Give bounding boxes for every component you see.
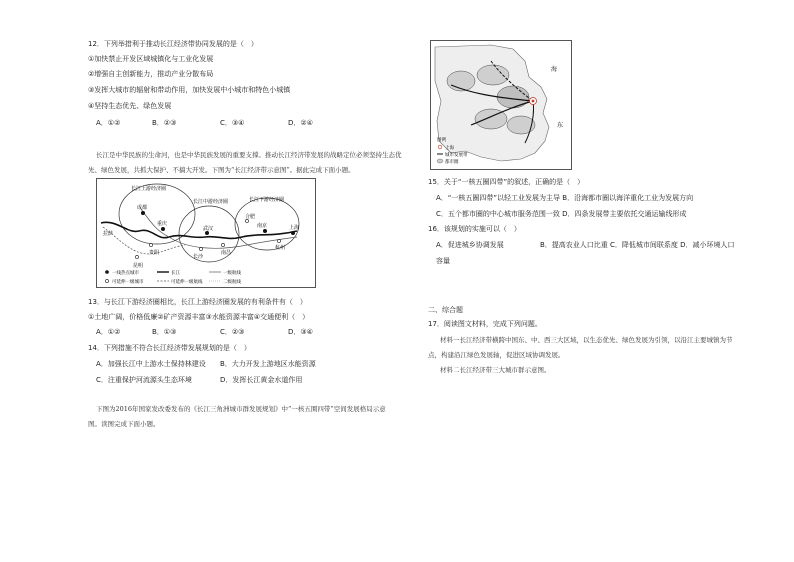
metro-circle bbox=[477, 65, 509, 85]
legend-item: 上海 bbox=[445, 146, 454, 151]
q13-option-c[interactable]: C．②③ bbox=[220, 328, 245, 336]
yangtze-belt-map bbox=[96, 178, 316, 288]
legend-item: 长江 bbox=[171, 271, 180, 276]
q14-stem: 14．下列措施不符合长江经济带发展规划的是（ ） bbox=[88, 344, 251, 352]
q17-material1-line-2: 点，构建沿江绿色发展轴，促进区域协调发展。 bbox=[428, 351, 565, 359]
q17-stem: 17．阅读图文材料，完成下列问题。 bbox=[428, 320, 542, 328]
legend-symbol bbox=[105, 270, 109, 274]
city-dot bbox=[277, 239, 280, 242]
q14-option-a[interactable]: A．加强长江中上游水土保持林建设 bbox=[96, 360, 206, 368]
yangtze-river bbox=[101, 222, 300, 238]
city-label-hangzhou: 杭州 bbox=[275, 245, 286, 251]
sea-label: 海 bbox=[551, 66, 558, 73]
q16-option-d-continued: 容量 bbox=[436, 257, 450, 265]
city-dot bbox=[161, 227, 165, 231]
legend-item: 城市发展带 bbox=[445, 153, 468, 158]
q13-items: ①土地广阔，价格低廉②矿产资源丰富③水能资源丰富④交通便利（ ） bbox=[88, 313, 310, 321]
legend-item: 二级航线 bbox=[223, 280, 241, 285]
legend-item: 都市圈 bbox=[445, 160, 459, 165]
q14-option-d[interactable]: D．发挥长江黄金水道作用 bbox=[220, 376, 303, 384]
legend-item: 一级航线 bbox=[223, 271, 241, 276]
q12-stem: 12．下列举措利于推动长江经济带协同发展的是（ ） bbox=[88, 40, 258, 48]
q16-stem: 16．该规划的实施可以（ ） bbox=[428, 225, 521, 233]
city-label-lasa: 拉萨 bbox=[103, 231, 114, 237]
q14-option-c[interactable]: C．注重保护河流源头生态环境 bbox=[96, 376, 192, 384]
q14-option-b[interactable]: B．大力开发上游地区水能资源 bbox=[220, 360, 316, 368]
middle-circle-label: 长江中游经济圈 bbox=[193, 199, 229, 205]
legend-symbol bbox=[105, 279, 108, 282]
city-label-chengdu: 成都 bbox=[137, 205, 148, 211]
city-label-kunming: 昆明 bbox=[133, 263, 144, 269]
passage1-line-2: 先、绿色发展，共抓大保护、不搞大开发。下图为“长江经济带示意图”。据此完成下面小题。 bbox=[88, 166, 355, 174]
q12-item-2: ②增强自主创新能力，推动产业分散布局 bbox=[88, 70, 214, 78]
q12-item-1: ①加快禁止开发区域城镇化与工业化发展 bbox=[88, 55, 214, 63]
city-label-shanghai: 上海 bbox=[289, 225, 300, 231]
city-label-changsha: 长沙 bbox=[193, 254, 204, 260]
upper-circle-label: 长江上游经济圈 bbox=[131, 186, 167, 192]
q13-option-a[interactable]: A．①② bbox=[96, 328, 121, 336]
q12-option-b[interactable]: B．②③ bbox=[152, 119, 177, 127]
q12-option-d[interactable]: D．②④ bbox=[288, 119, 313, 127]
legend-symbol bbox=[438, 145, 442, 149]
q12-option-c[interactable]: C．③④ bbox=[220, 119, 245, 127]
shanghai-core bbox=[532, 100, 535, 103]
q16-option-a[interactable]: A．促进城乡协调发展 bbox=[436, 241, 504, 249]
city-label-wuhan: 武汉 bbox=[203, 226, 214, 232]
lower-circle-label: 长江下游经济圈 bbox=[249, 197, 285, 203]
legend-title: 图例 bbox=[437, 138, 446, 143]
q16-options-bcd[interactable]: B．提高农业人口比重 C．降低城市间联系度 D．减小环境人口 bbox=[540, 241, 735, 249]
q13-stem: 13．与长江下游经济圈相比，长江上游经济圈发展的有利条件有（ ） bbox=[88, 298, 307, 306]
city-dot bbox=[135, 255, 138, 258]
city-dot bbox=[141, 211, 145, 215]
east-label: 东 bbox=[557, 122, 564, 129]
city-dot bbox=[199, 247, 202, 250]
q13-option-b[interactable]: B．①③ bbox=[152, 328, 177, 336]
q17-material1-line-1: 材料一长江经济带横跨中国东、中、西三大区域，以生态优先、绿色发展为引领，以沿江主要城镇为节 bbox=[440, 336, 733, 344]
yangtze-belt-map-svg bbox=[97, 179, 315, 287]
q12-item-3: ③发挥大城市的辐射和带动作用，加快发展中小城市和特色小城镇 bbox=[88, 86, 291, 94]
yrd-city-cluster-map bbox=[430, 40, 572, 170]
passage1-line-1: 长江是中华民族的生命河，也是中华民族发展的重要支撑。推动长江经济带发展的战略定位必须坚持生态优 bbox=[96, 151, 402, 159]
q12-item-4: ④坚持生态优先、绿色发展 bbox=[88, 102, 172, 110]
city-label-nanchang: 南昌 bbox=[221, 250, 232, 256]
passage2-line-2: 图。读图完成下面小题。 bbox=[88, 420, 160, 428]
city-dot bbox=[221, 243, 224, 246]
legend-item: 可延伸一级航线 bbox=[171, 280, 203, 285]
q15-options-cd[interactable]: C．五个都市圈的中心城市服务范围一致 D．四条发展带主要依托交通运输线形成 bbox=[436, 210, 687, 218]
city-label-hefei: 合肥 bbox=[245, 214, 256, 220]
yrd-city-cluster-map-svg bbox=[431, 41, 571, 169]
q17-material2: 材料二长江经济带三大城市群示意图。 bbox=[440, 366, 551, 374]
metro-circle bbox=[507, 116, 535, 134]
passage2-line-1: 下图为2016年国家发改委发布的《长江三角洲城市群发展规划》中“一核五圈四带”空间发展格局示意 bbox=[96, 405, 386, 413]
city-dot bbox=[149, 243, 152, 246]
q12-option-a[interactable]: A．①② bbox=[96, 119, 121, 127]
legend-item: 可延伸一级城市 bbox=[112, 280, 144, 285]
city-label-nanjing: 南京 bbox=[257, 223, 268, 229]
city-dot bbox=[263, 229, 267, 233]
q13-option-d[interactable]: D．③④ bbox=[288, 328, 313, 336]
legend-symbol bbox=[437, 159, 443, 163]
city-dot bbox=[291, 231, 295, 235]
q15-stem: 15．关于“一核五圈四带”的叙述，正确的是（ ） bbox=[428, 178, 585, 186]
city-label-chongqing: 重庆 bbox=[157, 221, 168, 227]
city-label-guiyang: 贵阳 bbox=[149, 250, 160, 256]
legend-item: 一线热点城市 bbox=[112, 271, 139, 276]
section-title: 二、综合题 bbox=[428, 306, 463, 314]
q15-options-ab[interactable]: A．“一核五圈四带”以轻工业发展为主导 B．沿海都市圈以海洋重化工业为发展方向 bbox=[436, 194, 694, 202]
